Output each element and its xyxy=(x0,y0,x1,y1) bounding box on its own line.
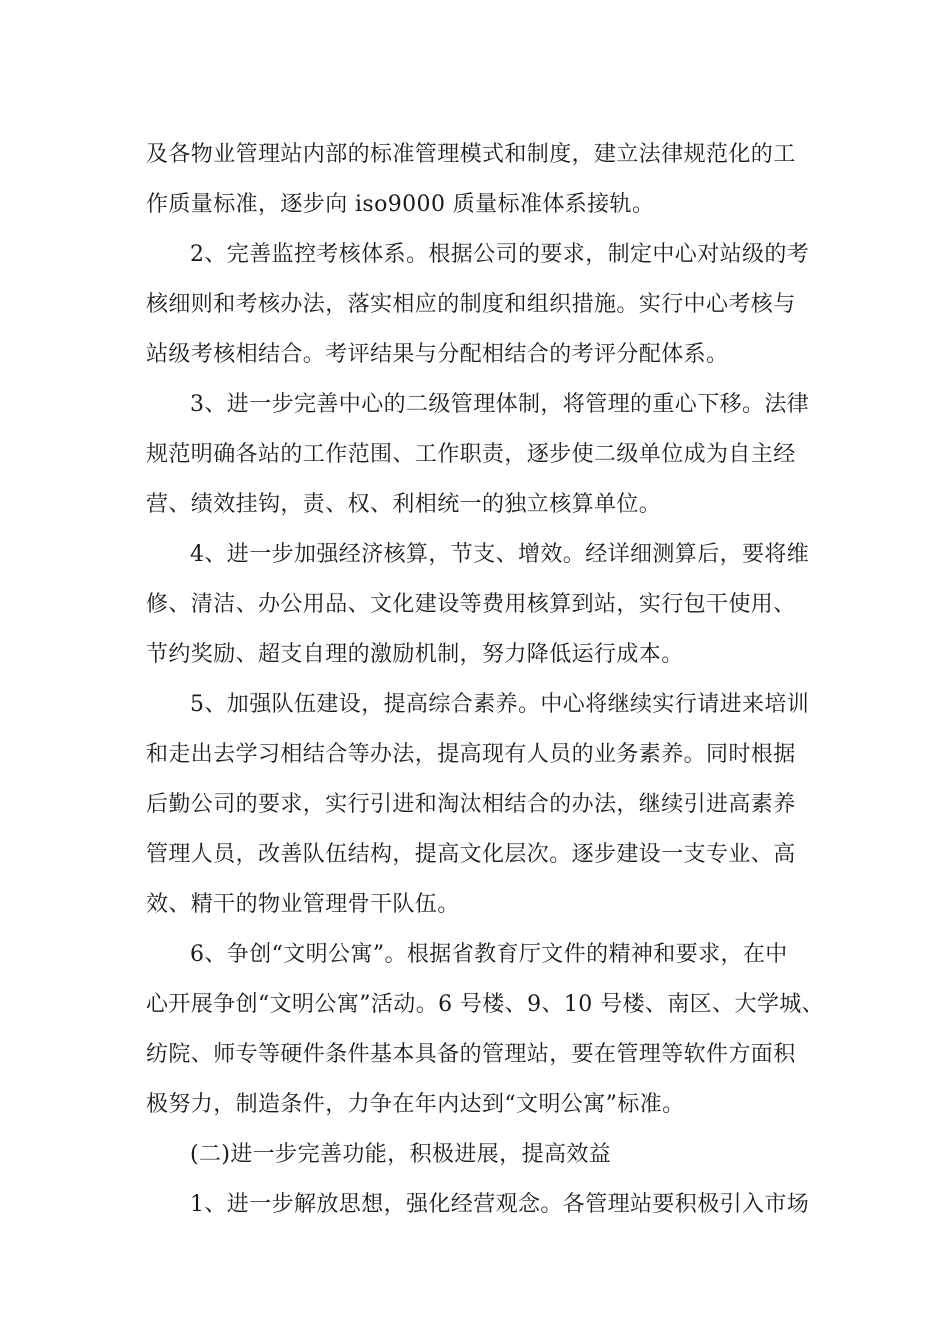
text-line: 核细则和考核办法，落实相应的制度和组织措施。实行中心考核与 xyxy=(146,292,796,317)
text-line: 规范明确各站的工作范围、工作职责，逐步使二级单位成为自主经 xyxy=(146,442,796,467)
text-line: 6、争创“文明公寓”。根据省教育厅文件的精神和要求，在中 xyxy=(190,942,788,967)
text-line: 管理人员，改善队伍结构，提高文化层次。逐步建设一支专业、高 xyxy=(146,842,796,867)
text-line: 5、加强队伍建设，提高综合素养。中心将继续实行请进来培训 xyxy=(190,692,810,717)
text-line: 4、进一步加强经济核算，节支、增效。经详细测算后，要将维 xyxy=(190,542,810,567)
text-line: 修、清洁、办公用品、文化建设等费用核算到站，实行包干使用、 xyxy=(146,592,796,617)
text-line: 后勤公司的要求，实行引进和淘汰相结合的办法，继续引进高素养 xyxy=(146,792,796,817)
text-line: (二)进一步完善功能，积极进展，提高效益 xyxy=(190,1142,612,1167)
document-body xyxy=(146,130,846,1230)
text-line: 极努力，制造条件，力争在年内达到“文明公寓”标准。 xyxy=(146,1092,685,1117)
text-line: 2、完善监控考核体系。根据公司的要求，制定中心对站级的考 xyxy=(190,242,810,267)
text-line: 站级考核相结合。考评结果与分配相结合的考评分配体系。 xyxy=(146,342,729,367)
text-line: 心开展争创“文明公寓”活动。6 号楼、9、10 号楼、南区、大学城、 xyxy=(146,992,825,1017)
text-line: 效、精干的物业管理骨干队伍。 xyxy=(146,892,460,917)
text-line: 3、进一步完善中心的二级管理体制，将管理的重心下移。法律 xyxy=(190,392,810,417)
text-line: 及各物业管理站内部的标准管理模式和制度，建立法律规范化的工 xyxy=(146,142,796,167)
text-line: 作质量标准，逐步向 iso9000 质量标准体系接轨。 xyxy=(146,192,655,217)
text-line: 营、绩效挂钩，责、权、利相统一的独立核算单位。 xyxy=(146,492,662,517)
text-line: 和走出去学习相结合等办法，提高现有人员的业务素养。同时根据 xyxy=(146,742,796,767)
text-line: 纺院、师专等硬件条件基本具备的管理站，要在管理等软件方面积 xyxy=(146,1042,796,1067)
text-line: 节约奖励、超支自理的激励机制，努力降低运行成本。 xyxy=(146,642,684,667)
text-line: 1、进一步解放思想，强化经营观念。各管理站要积极引入市场 xyxy=(190,1192,810,1217)
